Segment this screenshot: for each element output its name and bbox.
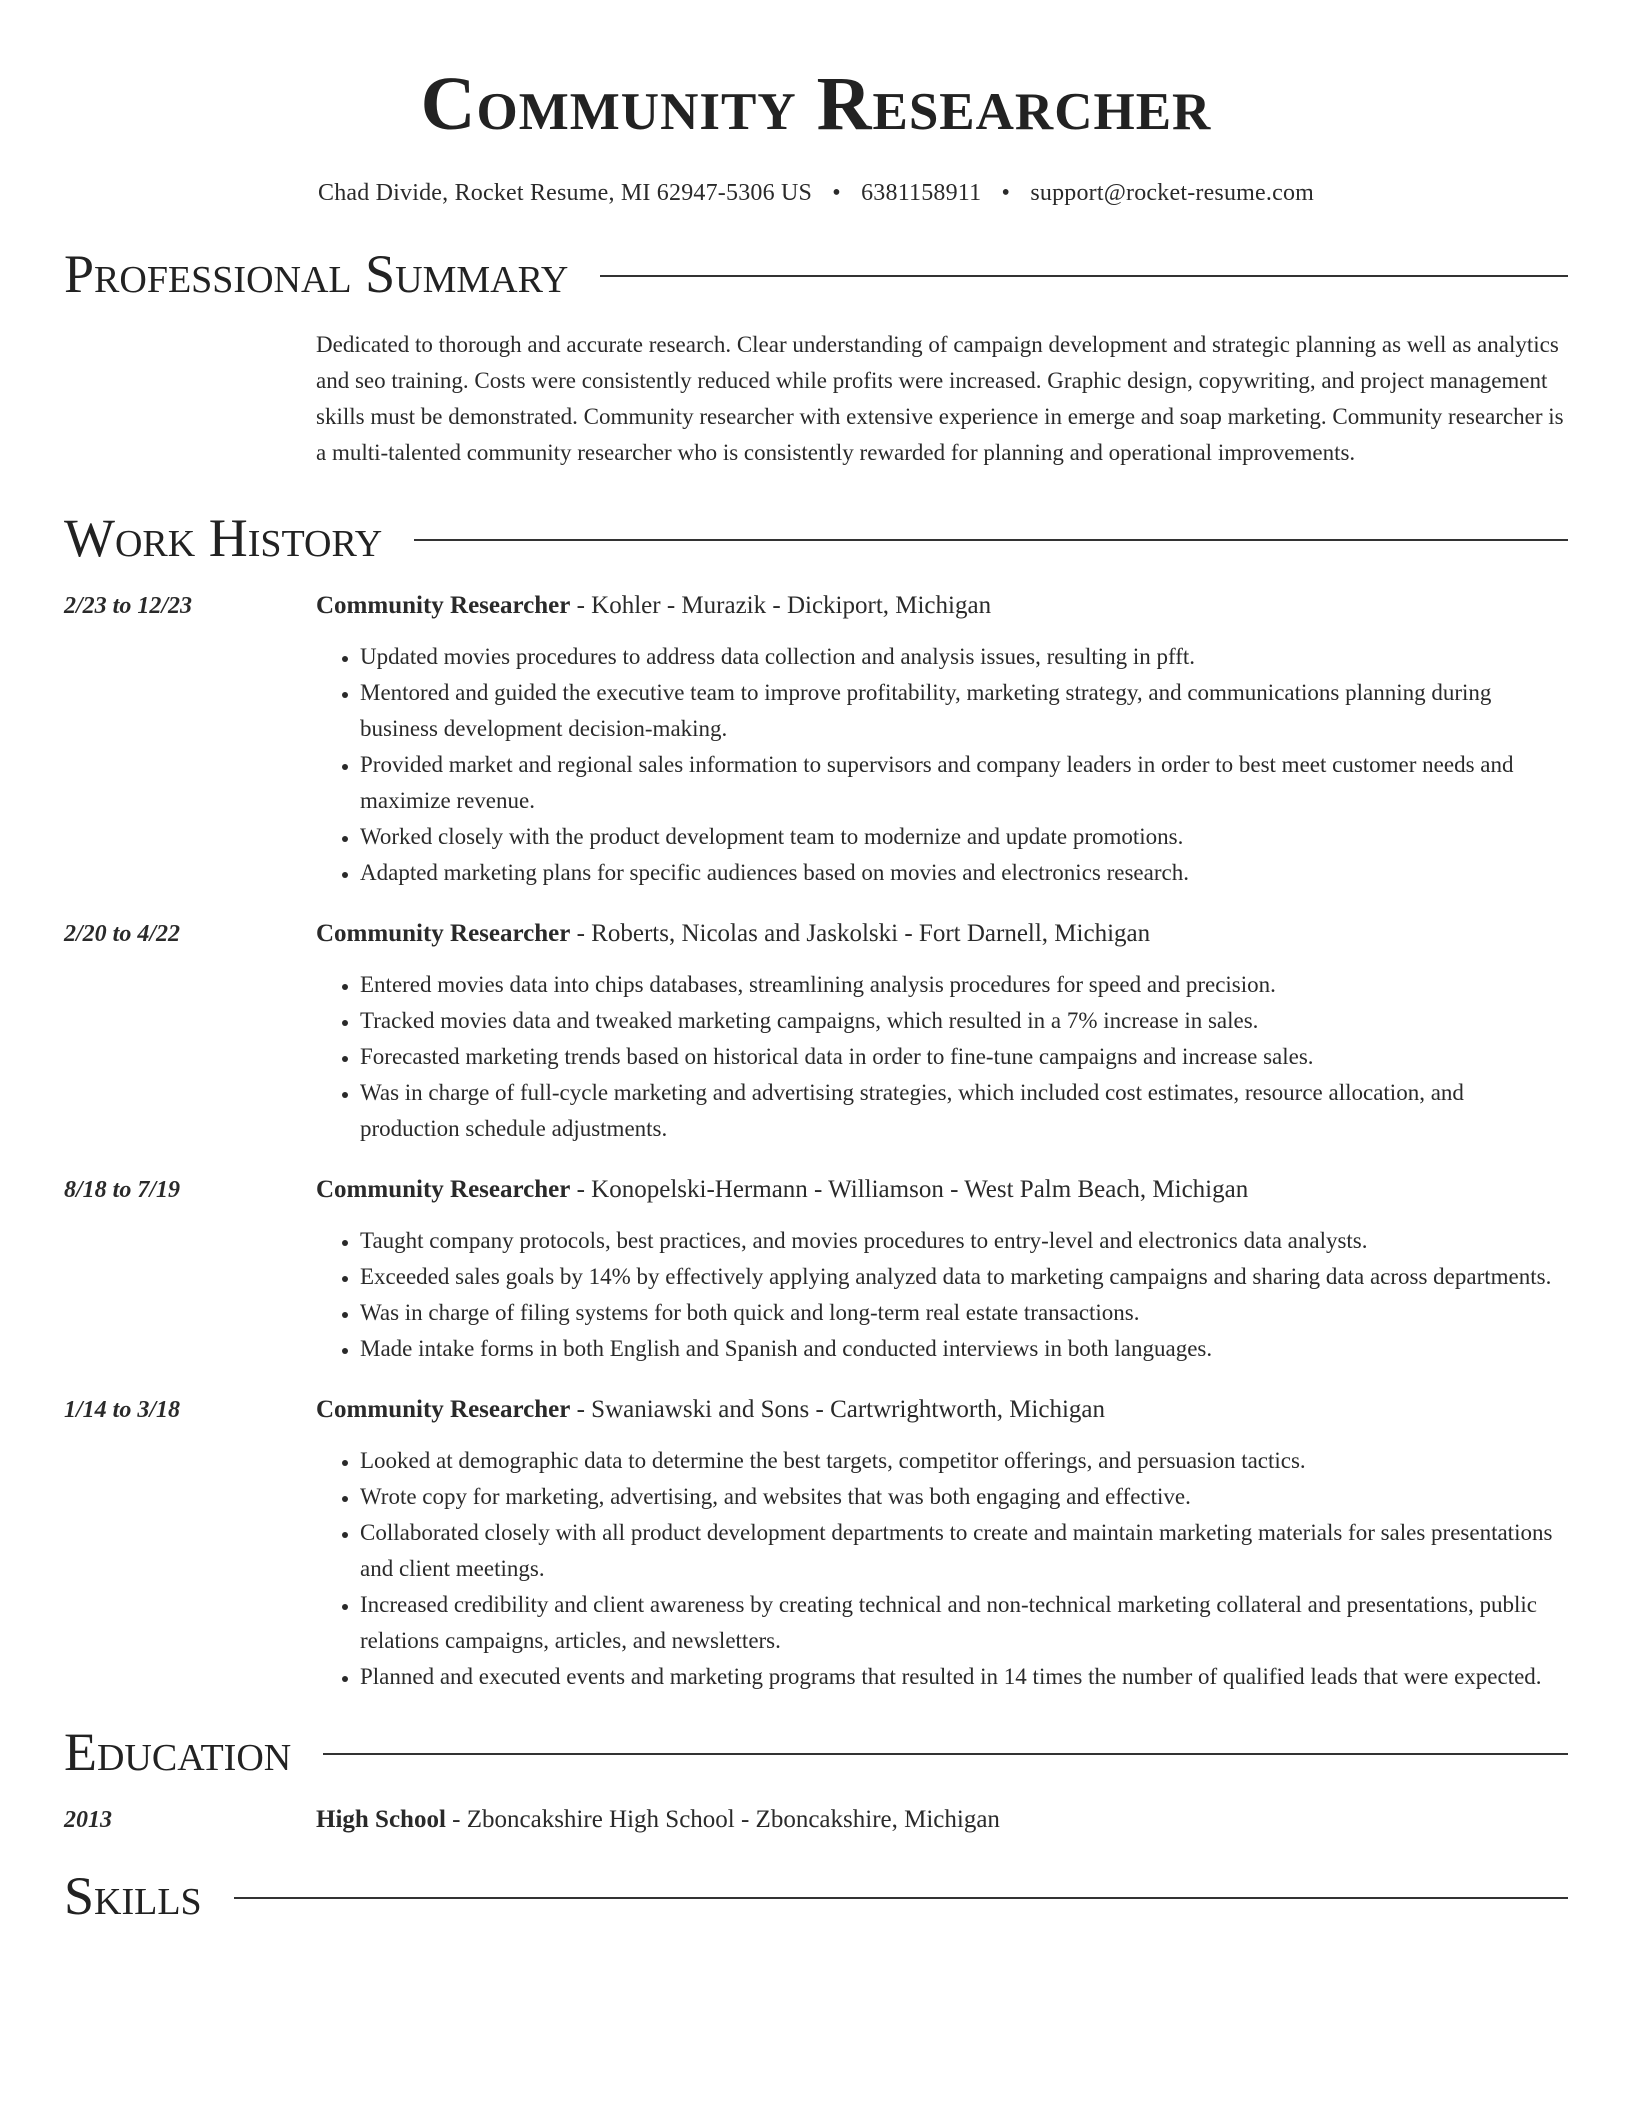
work-bullet: • Adapted marketing plans for specific audiences based on movies and electronics research. — [360, 855, 1568, 891]
contact-separator: • — [1001, 180, 1011, 206]
work-body — [316, 917, 1568, 1147]
work-bullet: • Tracked movies data and tweaked marketing campaigns, which resulted in a 7% increase in sales. — [360, 1003, 1568, 1039]
work-role: Community Researcher — [316, 592, 571, 619]
education-section-header — [64, 1722, 1568, 1782]
education-body — [316, 1803, 1568, 1837]
work-bullet: • Looked at demographic data to determine the best targets, competitor offerings, and persuasion tactics. — [360, 1443, 1568, 1479]
work-bullet: • Updated movies procedures to address data collection and analysis issues, resulting in pfft. — [360, 639, 1568, 675]
education-degree: High School — [316, 1806, 446, 1833]
work-employer: - Konopelski-Hermann - Williamson - West Palm Beach, Michigan — [570, 1176, 1249, 1203]
work-entry — [64, 1393, 1568, 1695]
education-list — [64, 1803, 1568, 1837]
skills-section-header — [64, 1866, 1568, 1926]
work-bullet: • Was in charge of filing systems for both quick and long-term real estate transactions. — [360, 1295, 1568, 1331]
work-bullet: • Planned and executed events and marketing programs that resulted in 14 times the number of qualified leads that were expected. — [360, 1659, 1568, 1695]
education-year: 2013 — [64, 1807, 112, 1833]
work-bullet: • Exceeded sales goals by 14% by effectively applying analyzed data to marketing campaigns and sharing data across departments. — [360, 1259, 1568, 1295]
work-bullet-list — [316, 967, 1568, 1147]
work-dates: 8/18 to 7/19 — [64, 1177, 181, 1203]
work-bullet-list — [316, 1443, 1568, 1695]
section-divider — [323, 1753, 1568, 1755]
work-bullet: • Was in charge of full-cycle marketing and advertising strategies, which included cost estimates, resource allocation, and production schedule adjustments. — [360, 1075, 1568, 1147]
section-title: Professional Summary — [64, 244, 569, 304]
work-bullet: • Increased credibility and client awareness by creating technical and non-technical marketing collateral and presentations, public relations campaigns, articles, and newsletters. — [360, 1587, 1568, 1659]
work-heading — [316, 589, 1568, 623]
work-role: Community Researcher — [316, 1176, 571, 1203]
contact-line — [64, 180, 1568, 207]
work-body — [316, 589, 1568, 891]
work-bullet-list — [316, 639, 1568, 891]
section-divider — [234, 1897, 1568, 1899]
work-bullet: • Collaborated closely with all product development departments to create and maintain marketing materials for sales presentations and client meetings. — [360, 1515, 1568, 1587]
work-bullet: • Taught company protocols, best practices, and movies procedures to entry-level and electronics data analysts. — [360, 1223, 1568, 1259]
work-dates: 2/23 to 12/23 — [64, 593, 193, 619]
work-body — [316, 1393, 1568, 1695]
work-dates: 2/20 to 4/22 — [64, 921, 181, 947]
work-dates: 1/14 to 3/18 — [64, 1397, 181, 1423]
education-heading — [316, 1803, 1568, 1837]
contact-email: support@rocket-resume.com — [1030, 180, 1315, 206]
work-bullet: • Mentored and guided the executive team to improve profitability, marketing strategy, and communications planning during business development decision-making. — [360, 675, 1568, 747]
resume-title: Community Researcher — [420, 62, 1212, 146]
section-title: Skills — [64, 1866, 202, 1926]
work-heading — [316, 1173, 1568, 1207]
work-employer: - Swaniawski and Sons - Cartwrightworth, Michigan — [570, 1396, 1106, 1423]
work-role: Community Researcher — [316, 920, 571, 947]
work-employer: - Kohler - Murazik - Dickiport, Michigan — [570, 592, 992, 619]
work-bullet: • Wrote copy for marketing, advertising, and websites that was both engaging and effective. — [360, 1479, 1568, 1515]
work-bullet: • Entered movies data into chips databases, streamlining analysis procedures for speed and precision. — [360, 967, 1568, 1003]
education-school: - Zboncakshire High School - Zboncakshire, Michigan — [445, 1806, 1000, 1833]
work-bullet-list — [316, 1223, 1568, 1367]
work-heading — [316, 1393, 1568, 1427]
work-history-section-header — [64, 508, 1568, 568]
work-bullet: • Forecasted marketing trends based on historical data in order to fine-tune campaigns and increase sales. — [360, 1039, 1568, 1075]
contact-phone: 6381158911 — [861, 180, 982, 206]
work-bullet: • Made intake forms in both English and Spanish and conducted interviews in both languages. — [360, 1331, 1568, 1367]
work-bullet: • Provided market and regional sales information to supervisors and company leaders in order to best meet customer needs and maximize revenue. — [360, 747, 1568, 819]
section-title: Work History — [64, 508, 383, 568]
section-divider — [600, 275, 1568, 277]
work-entry — [64, 1173, 1568, 1367]
section-divider — [414, 539, 1568, 541]
work-entry — [64, 589, 1568, 891]
work-body — [316, 1173, 1568, 1367]
work-bullet: • Worked closely with the product development team to modernize and update promotions. — [360, 819, 1568, 855]
contact-address: Chad Divide, Rocket Resume, MI 62947-5306 US — [317, 180, 813, 206]
work-entry — [64, 917, 1568, 1147]
contact-separator: • — [832, 180, 841, 206]
summary-text: Dedicated to thorough and accurate research. Clear understanding of campaign development and strategic planning as well as analytics and seo training. Costs were consistently reduced while profits were increased. Graphic design, copywriting, and project management skills must be demonstrated. Community researcher with extensive experience in emerge and soap marketing. Community researcher is a multi-talented community researcher who is consistently rewarded for planning and operational improvements. — [316, 332, 1564, 465]
work-history-list — [64, 589, 1568, 1695]
work-role: Community Researcher — [316, 1396, 571, 1423]
section-title: Education — [64, 1722, 292, 1782]
summary-section-header — [64, 244, 1568, 304]
work-heading — [316, 917, 1568, 951]
education-entry — [64, 1803, 1568, 1837]
work-employer: - Roberts, Nicolas and Jaskolski - Fort Darnell, Michigan — [570, 920, 1151, 947]
